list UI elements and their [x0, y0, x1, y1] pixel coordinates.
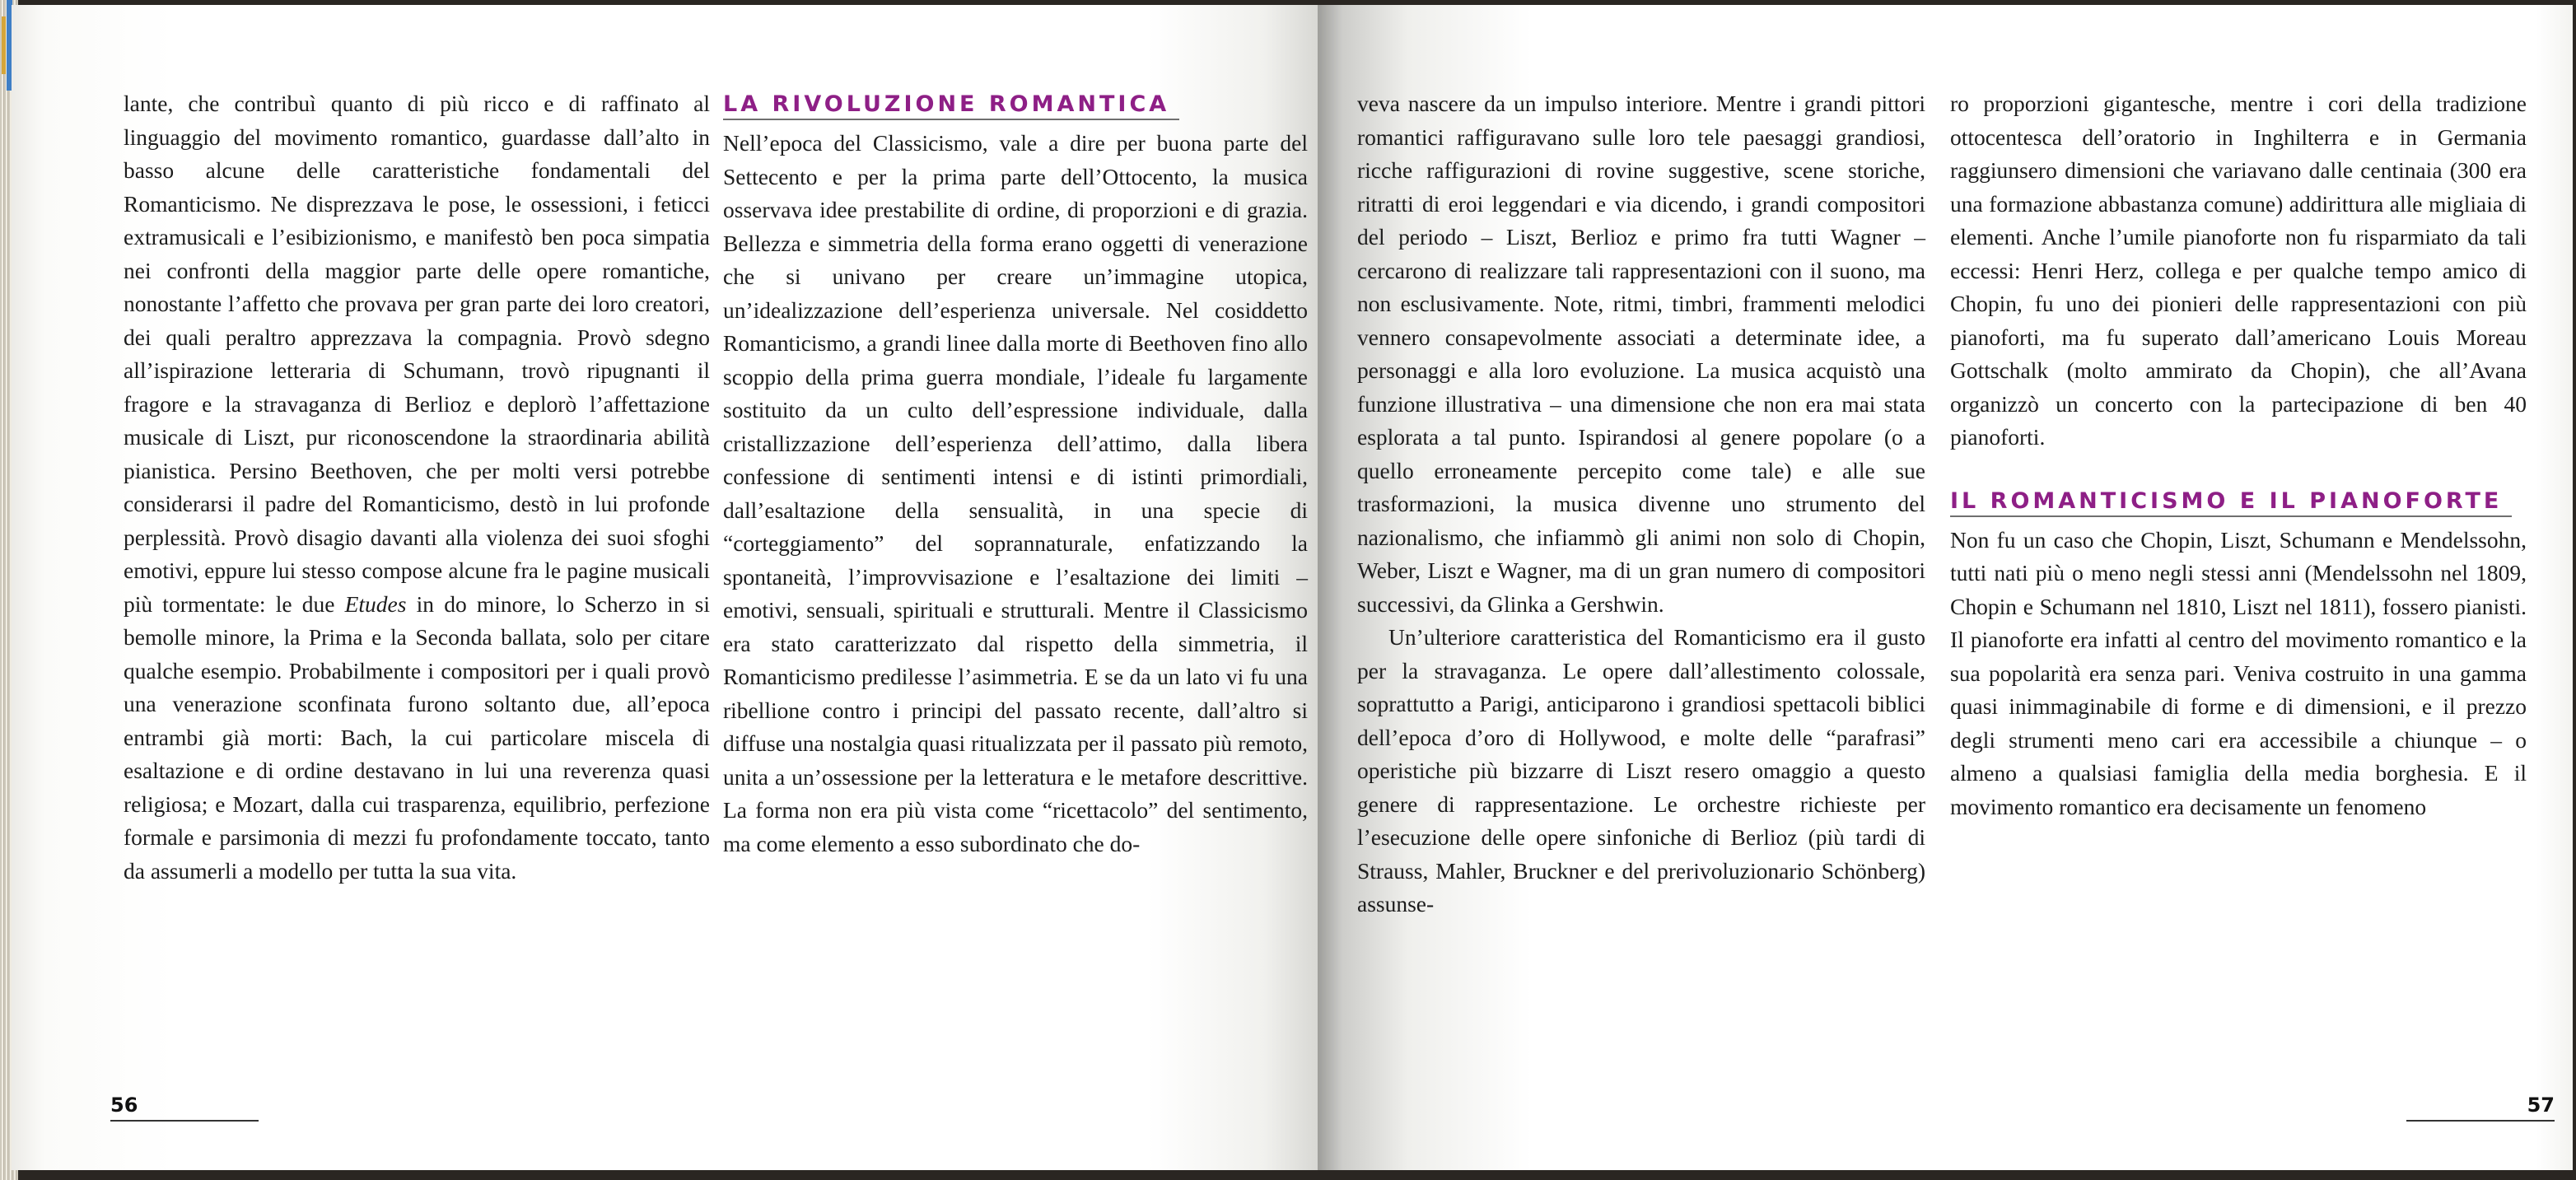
left-page-column-1: [124, 87, 710, 888]
column-3-paragraph-2: Un’ulteriore caratteristica del Romanticismo era il gusto per la stravaganza. Le opere dall’allestimento colossale, soprattutto a Parigi, anticiparono i grandiosi spettacoli biblici dell’epoca d’oro di Hollywood, e molte delle “parafrasi” operistiche più bizzarre di Liszt resero omaggio a questo genere di rappresentazione. Le orchestre richieste per l’esecuzione delle opere sinfoniche di Berlioz (più tardi di Strauss, Mahler, Bruckner e del prerivoluzionario Schönberg) assunse-: [1357, 624, 1925, 916]
column-3-paragraph-1: veva nascere da un impulso interiore. Mentre i grandi pittori romantici raffiguravano sulle loro tele paesaggi grandiosi, ricche raffigurazioni di rovine suggestive, scene storiche, ritratti di eroi leggendari e via dicendo, i grandi compositori del periodo – Liszt, Berlioz e primo fra tutti Wagner – cercarono di realizzare tali rappresentazioni con il suono, ma non esclusivamente. Note, ritmi, timbri, frammenti melodici vennero consapevolmente associati a determinate idee, a personaggi e alla loro evoluzione. La musica acquistò una funzione illustrativa – una dimensione che non era mai stata esplorata a tal punto. Ispirandosi al genere popolare (o a quello erroneamente percepito come tale) e alle sue trasformazioni, la musica divenne uno strumento del nazionalismo, che infiammò gli animi non solo di Chopin, Weber, Liszt e Wagner, ma di un gran numero di compositori successivi, da Glinka a Gershwin.: [1357, 91, 1925, 617]
column-4-paragraph-2: Non fu un caso che Chopin, Liszt, Schumann e Mendelssohn, tutti nati più o meno negli stessi anni (Mendelssohn nel 1809, Chopin e Schumann nel 1810, Liszt nel 1811), fossero pianisti. Il pianoforte era infatti al centro del movimento romantico e la sua popolarità era senza pari. Veniva costruito in una gamma quasi inimmaginabile di forme e di dimensioni, e il prezzo degli strumenti meno cari era accessibile a chiunque – o almeno a qualsiasi famiglia della media borghesia. E il movimento romantico era decisamente un fenomeno: [1950, 526, 2527, 819]
column-1-paragraph: [124, 87, 710, 888]
page-number-left: 56: [110, 1094, 259, 1122]
section-heading-rivoluzione: LA RIVOLUZIONE ROMANTICA: [723, 91, 1179, 120]
bookmark-tab-amber: [2, 16, 6, 74]
right-page-column-2: [1950, 87, 2527, 823]
column-1-text-a: lante, che contribuì quanto di più ricco e di raffinato al linguaggio del movimento romantico, guardasse dall’alto in basso alcune delle caratteristiche fondamentali del Romanticismo. Ne disprezzava le pose, le ossessioni, i feticci extramusicali e l’esibizionismo, e manifestò ben poca simpatia nei confronti della maggior parte delle opere romantiche, nonostante l’affetto che provava per gran parte dei loro creatori, dei quali peraltro apprezzava la compagnia. Provò sdegno all’ispirazione letteraria di Schumann, trovò ripugnanti il fragore e la stravaganza di Berlioz e deplorò l’affettazione musicale di Liszt, pur riconoscendone la straordinaria abilità pianistica. Persino Beethoven, che per molti versi potrebbe considerarsi il padre del Romanticismo, destò in lui profonde perplessità. Provò disagio davanti alla violenza dei suoi sfoghi emotivi, eppure lui stesso compose alcune fra le pagine musicali più tormentate: le due: [124, 91, 710, 617]
right-page: [1318, 5, 2573, 1170]
left-page: [12, 5, 1318, 1170]
page-number-right: 57: [2406, 1094, 2555, 1122]
column-2-paragraph: Nell’epoca del Classicismo, vale a dire per buona parte del Settecento e per la prima parte dell’Ottocento, la musica osservava idee prestabilite di ordine, di proporzioni e di grazia. Bellezza e simmetria della forma erano oggetti di venerazione che si univano per creare un’immagine utopica, un’idealizzazione dell’esperienza universale. Nel cosiddetto Romanticismo, a grandi linee dalla morte di Beethoven fino allo scoppio della prima guerra mondiale, l’ideale fu largamente sostituito da un culto dell’espressione individuale, dalla cristallizzazione dell’esperienza dell’attimo, dalla libera confessione di sentimenti intensi e di istinti primordiali, dall’esaltazione della sensualità, in una specie di “corteggiamento” del soprannaturale, enfatizzando la spontaneità, l’improvvisazione e l’esaltazione dei limiti – emotivi, sensuali, spirituali e strutturali. Mentre il Classicismo era stato caratterizzato dal rispetto della simmetria, il Romanticismo predilesse l’asimmetria. E se da un lato vi fu una ribellione contro i principi del passato recente, dall’altro si diffuse una nostalgia quasi ritualizzata per il passato più remoto, unita a un’ossessione per la letteratura e le metafore descrittive. La forma non era più vista come “ricettacolo” del sentimento, ma come elemento a esso subordinato che do-: [723, 130, 1308, 856]
etudes-italic: Etudes: [344, 590, 407, 617]
section-heading-pianoforte: IL ROMANTICISMO E IL PIANOFORTE: [1950, 487, 2512, 517]
column-1-text-b: in do minore, lo Scherzo in si bemolle minore, la Prima e la Seconda ballata, solo per citare qualche esempio. Probabilmente i compositori per i quali provò una venerazione sconfinata furono soltanto due, all’epoca entrambi già morti: Bach, la cui particolare miscela di esaltazione e di ordine destavano in lui una reverenza quasi religiosa; e Mozart, dalla cui trasparenza, equilibrio, perfezione formale e parsimonia di mezzi fu profondamente toccato, tanto da assumerli a modello per tutta la sua vita.: [124, 590, 711, 884]
column-4-paragraph-1: ro proporzioni gigantesche, mentre i cori della tradizione ottocentesca dell’oratorio in Inghilterra e in Germania raggiunsero dimensioni che variavano dalle centinaia (300 era una formazione abbastanza comune) addirittura alle migliaia di elementi. Anche l’umile pianoforte non fu risparmiato da tali eccessi: Henri Herz, collega e per qualche tempo amico di Chopin, fu uno dei pionieri delle rappresentazioni con più pianoforti, ma fu superato dall’americano Louis Moreau Gottschalk (molto ammirato da Chopin), che all’Avana organizzò un concerto con la partecipazione di ben 40 pianoforti.: [1950, 91, 2527, 450]
right-page-column-1: [1357, 87, 1925, 921]
left-page-column-2: [723, 87, 1308, 861]
